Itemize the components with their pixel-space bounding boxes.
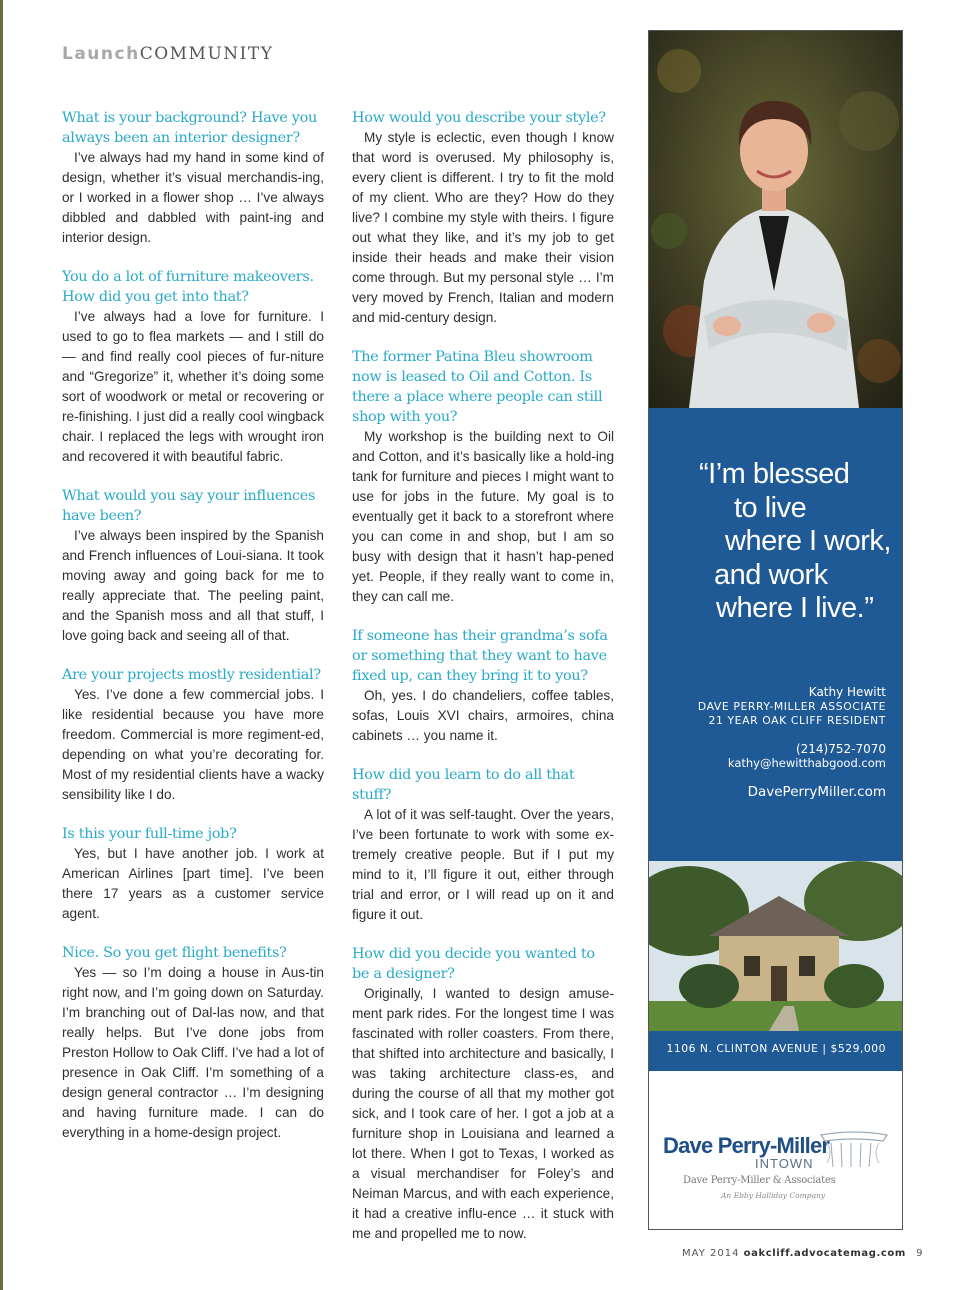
agency-website[interactable]: DavePerryMiller.com	[747, 783, 886, 800]
agent-phone[interactable]: (214)752-7070	[795, 741, 886, 756]
agent-portrait	[649, 31, 902, 408]
issue-date: MAY 2014	[682, 1248, 740, 1259]
listing-caption: 1106 N. CLINTON AVENUE | $529,000	[666, 1042, 886, 1055]
real-estate-ad	[648, 30, 903, 1230]
answer: A lot of it was self-taught. Over the years, I’ve been fortunate to work with some ex-tremely creative people. But if I put my mind to it, I’ll figure it out, either through trial and error, or I will read up on it and figure it out.	[352, 807, 614, 922]
qa-block	[62, 267, 324, 467]
answer: Yes — so I’m doing a house in Aus-tin right now, and I’m going down on Saturday. I’m branching out of Dal-las now, and that really helps. But I’ve done jobs from Preston Hollow to Oak Cliff. I’ve had a lot of presence in Oak Cliff. I’m something of a design general contractor … I’m designing and having furniture made. I can do everything in a home-design project.	[62, 965, 324, 1140]
answer: My workshop is the building next to Oil and Cotton, and it’s basically like a hold-ing tank for furniture and pieces I might want to use for jobs in the future. My goal is to eventually get it back to a storefront where you can come in and shop, but I am so busy with design that it hasn’t hap-pened yet. People, if they really want to come in, they can call me.	[352, 429, 614, 604]
footer-site: oakcliff.advocatemag.com	[743, 1248, 906, 1259]
quote-line: “I’m blessed	[699, 458, 850, 490]
logo-wordmark: Dave Perry-Miller	[663, 1133, 830, 1158]
section-header	[62, 44, 273, 64]
agency-logo	[649, 1071, 902, 1229]
page-number: 9	[916, 1248, 924, 1259]
question: How did you learn to do all that stuff?	[352, 767, 575, 803]
answer: My style is eclectic, even though I know that word is overused. My philosophy is, every client is different. I try to fit the mold of my client. Who are they? How do they live? I combine my style with theirs. I figure out what they like, and it’s my job to get inside their heads and make their vision come through. But my personal style … I’m very moved by French, Italian and modern and mid-century design.	[352, 130, 614, 325]
qa-block	[62, 824, 324, 924]
logo-intown: INTOWN	[755, 1156, 814, 1171]
answer: Oh, yes. I do chandeliers, coffee tables, sofas, Louis XVI chairs, armoires, china cabinets … you name it.	[352, 688, 614, 743]
page-edge	[0, 0, 3, 1290]
qa-block	[62, 665, 324, 805]
quote-line: and work	[714, 558, 828, 591]
question: Is this your full-time job?	[62, 826, 237, 842]
question: You do a lot of furniture makeovers. How did you get into that?	[62, 269, 314, 305]
question: The former Patina Bleu showroom now is leased to Oil and Cotton. Is there a place where people can still shop with you?	[352, 349, 603, 425]
section-prefix: Launch	[62, 44, 140, 64]
agent-email[interactable]: kathy@hewitthabgood.com	[727, 756, 886, 770]
qa-block	[352, 765, 614, 925]
listing-photo	[649, 861, 902, 1071]
section-name: COMMUNITY	[139, 44, 274, 64]
house-image	[649, 861, 902, 1071]
quote-line: where I live.”	[716, 592, 874, 624]
column-capital-icon	[819, 1129, 889, 1169]
article-column-1	[62, 108, 324, 1162]
qa-block	[62, 486, 324, 646]
question: What would you say your influences have been?	[62, 488, 316, 524]
quote-panel	[649, 408, 902, 861]
question: What is your background? Have you always been an interior designer?	[62, 110, 317, 146]
page-footer	[682, 1248, 923, 1259]
question: If someone has their grandma’s sofa or something that they want to have fixed up, can they bring it to you?	[352, 628, 608, 684]
quote-line: where I work,	[725, 525, 891, 557]
agent-title: DAVE PERRY-MILLER ASSOCIATE	[697, 699, 886, 713]
question: How would you describe your style?	[352, 110, 606, 126]
answer: I’ve always had my hand in some kind of design, whether it’s visual merchandis-ing, or I worked in a flower shop … I’ve always dibbled and dabbled with paint-ing and interior design.	[62, 150, 324, 245]
qa-block	[352, 108, 614, 328]
qa-block	[352, 347, 614, 607]
qa-block	[62, 943, 324, 1143]
answer: Yes, but I have another job. I work at American Airlines [part time]. I’ve been there 17 years as a customer service agent.	[62, 846, 324, 921]
agent-quote	[699, 458, 891, 626]
agent-contact	[698, 685, 886, 799]
answer: Yes. I’ve done a few commercial jobs. I like residential because you have more freedom. Commercial is more regiment-ed, depending on what you’re decorating for. Most of my residential clients have a wacky sensibility like I do.	[62, 687, 324, 802]
article-column-2	[352, 108, 614, 1263]
agent-residency: 21 YEAR OAK CLIFF RESIDENT	[708, 714, 886, 727]
quote-line: to live	[734, 491, 807, 524]
qa-block	[352, 944, 614, 1244]
answer: Originally, I wanted to design amuse-ment park rides. For the longest time I was fascinated with roller coasters. From there, that shifted into architecture and basically, I was taking architecture class-es, and during the course of all that my mother got sick, and I took care of her. I got a job at a furniture shop in Louisiana and learned a lot there. When I got to Texas, I worked as a visual merchandiser for Foley’s and Neiman Marcus, and with each experience, it had a creative influ-ence … it stuck with me and propelled me to now.	[352, 986, 614, 1241]
qa-block	[352, 626, 614, 746]
agent-name: Kathy Hewitt	[808, 685, 886, 699]
question: Nice. So you get flight benefits?	[62, 945, 287, 961]
logo-ebby: An Ebby Halliday Company	[721, 1191, 826, 1200]
answer: I’ve always been inspired by the Spanish and French influences of Loui-siana. It took moving away and going back for me to really appreciate that. The peeling paint, and the Spanish moss and all that stuff, I love going back and seeing all of that.	[62, 528, 324, 643]
logo-associates: Dave Perry-Miller & Associates	[683, 1175, 836, 1186]
question: Are your projects mostly residential?	[62, 667, 321, 683]
qa-block	[62, 108, 324, 248]
question: How did you decide you wanted to be a designer?	[352, 946, 595, 982]
answer: I’ve always had a love for furniture. I used to go to flea markets — and I still do — and find really cool pieces of fur-niture and “Gregorize” it, whether it’s doing some sort of woodwork or metal or recovering or re-finishing. I just did a really cool wingback chair. I replaced the legs with wrought iron and recovered it with beautiful fabric.	[62, 309, 324, 464]
